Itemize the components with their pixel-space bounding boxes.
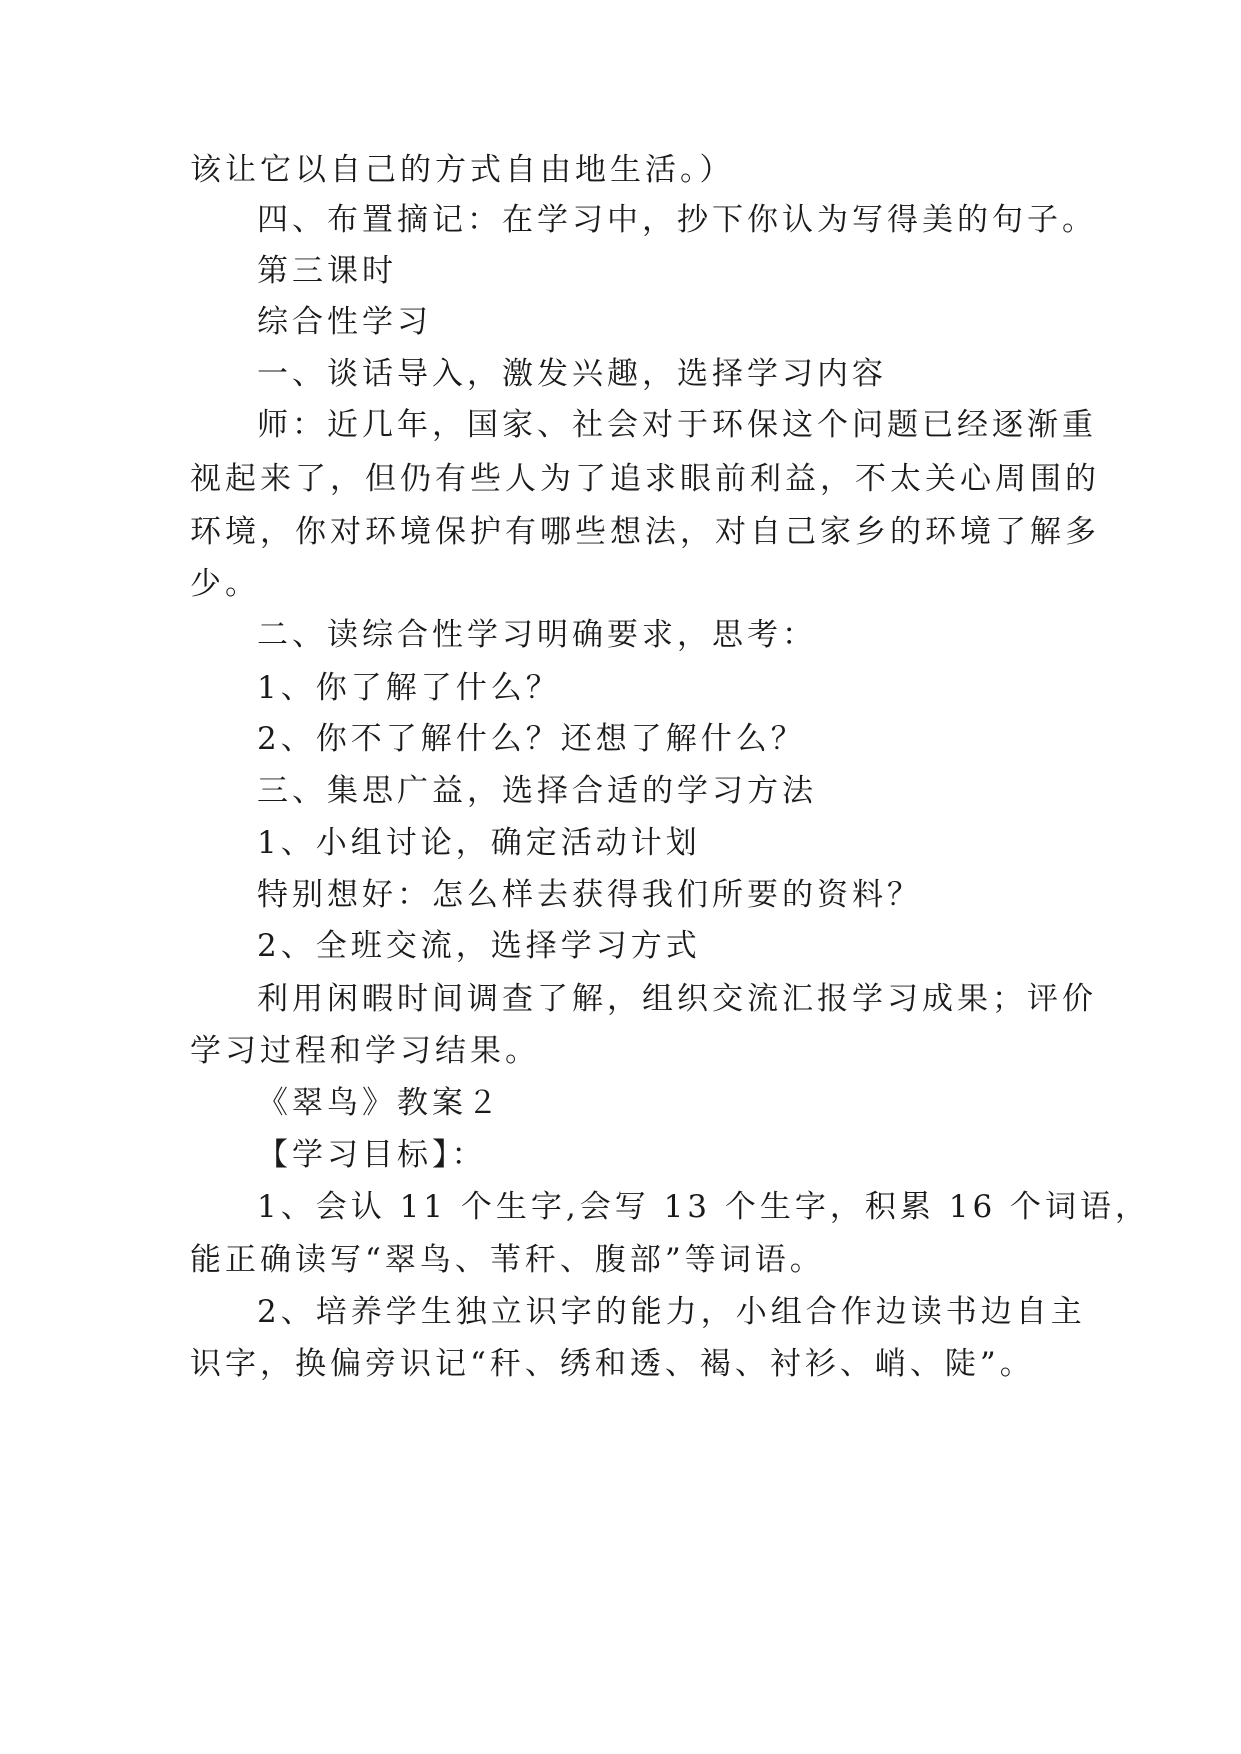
paragraph-line: 利用闲暇时间调查了解，组织交流汇报学习成果；评价 <box>257 981 1097 1017</box>
paragraph-line: 四、布置摘记：在学习中，抄下你认为写得美的句子。 <box>257 202 1097 238</box>
paragraph-line: 学习过程和学习结果。 <box>190 1033 540 1069</box>
list-item: 2、你不了解什么？还想了解什么？ <box>257 721 806 757</box>
paragraph-line: 环境，你对环境保护有哪些想法，对自己家乡的环境了解多 <box>190 514 1100 550</box>
list-item: 1、你了解了什么？ <box>257 670 561 706</box>
section-heading: 【学习目标】： <box>257 1137 487 1173</box>
paragraph-line: 一、谈话导入，激发兴趣，选择学习内容 <box>257 356 887 392</box>
paragraph-line: 三、集思广益，选择合适的学习方法 <box>257 773 817 809</box>
list-item: 2、培养学生独立识字的能力，小组合作边读书边自主 <box>257 1294 1086 1330</box>
paragraph-line: 能正确读写“翠鸟、苇秆、腹部”等词语。 <box>190 1242 825 1278</box>
list-item: 2、全班交流，选择学习方式 <box>257 928 701 964</box>
list-item: 1、会认 11 个生字,会写 13 个生字，积累 16 个词语， <box>257 1189 1151 1225</box>
paragraph-line: 师：近几年，国家、社会对于环保这个问题已经逐渐重 <box>257 407 1097 443</box>
paragraph-line: 少。 <box>190 566 260 602</box>
document-title: 《翠鸟》教案２ <box>257 1085 502 1121</box>
paragraph-line: 视起来了，但仍有些人为了追求眼前利益，不太关心周围的 <box>190 461 1100 497</box>
section-heading: 第三课时 <box>257 253 397 289</box>
section-heading: 综合性学习 <box>257 304 432 340</box>
list-item: 1、小组讨论，确定活动计划 <box>257 825 701 861</box>
paragraph-line: 识字，换偏旁识记“秆、绣和透、褐、衬衫、峭、陡”。 <box>190 1346 1035 1382</box>
paragraph-line: 该让它以自己的方式自由地生活。） <box>190 152 735 188</box>
paragraph-line: 特别想好：怎么样去获得我们所要的资料？ <box>257 877 922 913</box>
paragraph-line: 二、读综合性学习明确要求，思考： <box>257 617 817 653</box>
